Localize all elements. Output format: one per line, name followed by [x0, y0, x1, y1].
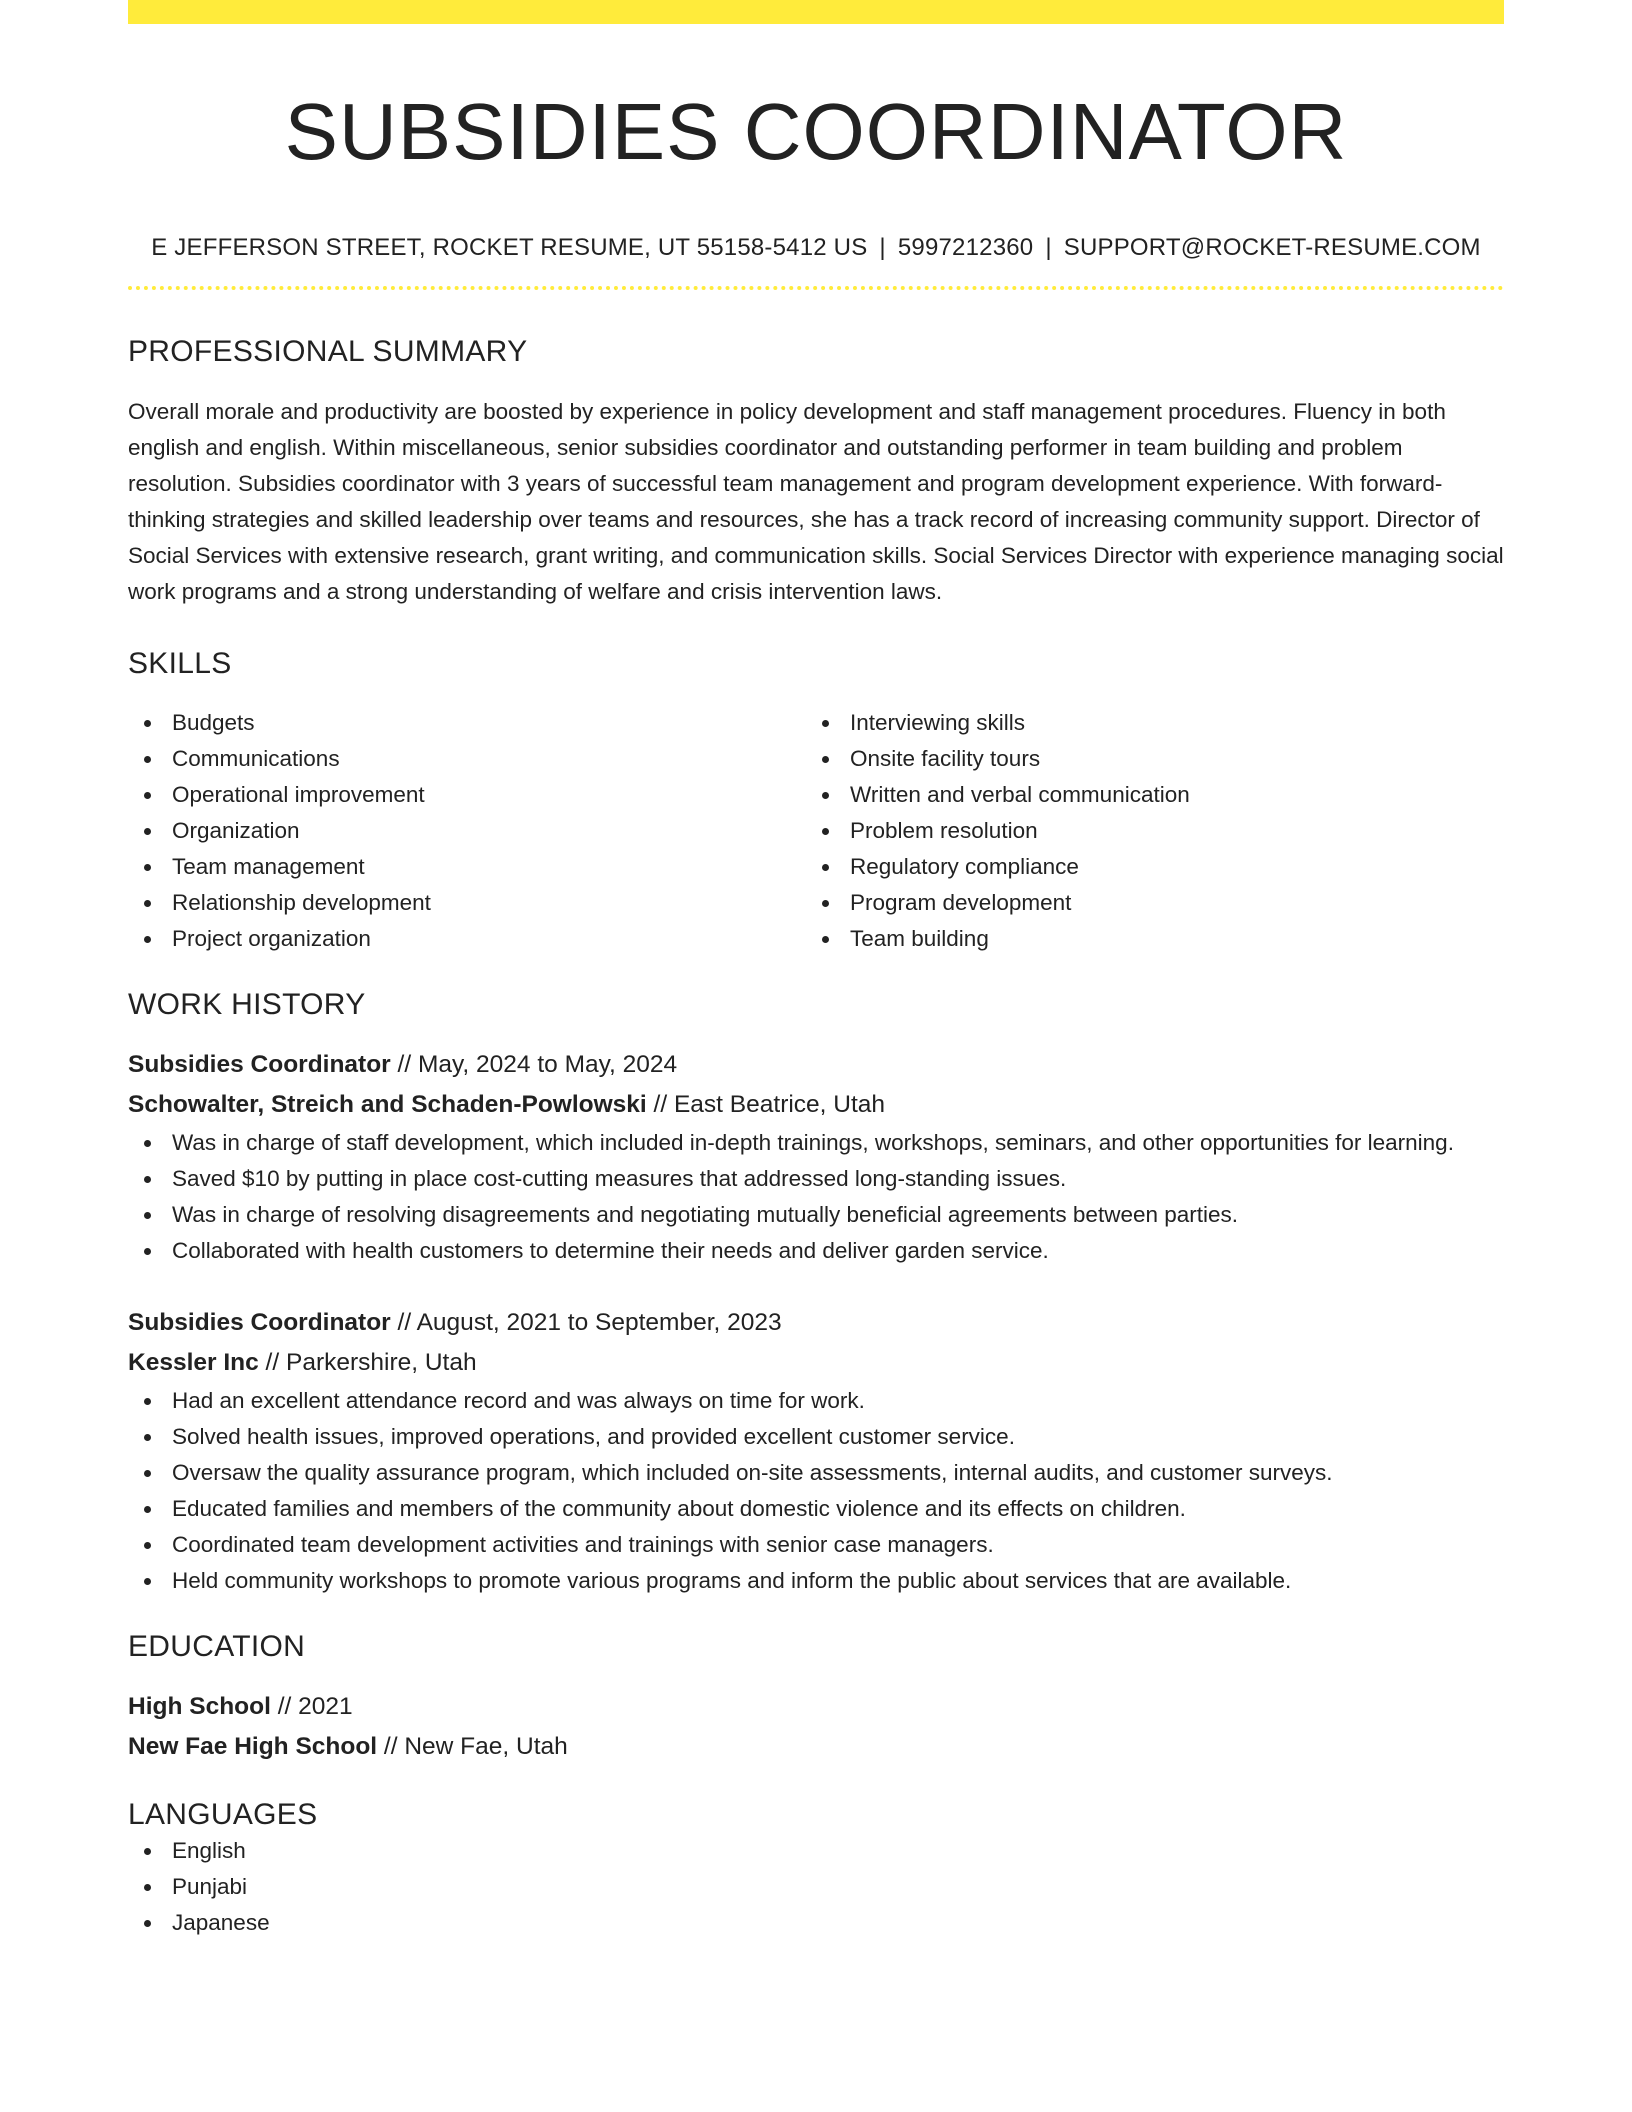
contact-email: SUPPORT@ROCKET-RESUME.COM	[1063, 234, 1481, 261]
education-entry	[128, 1687, 1504, 1767]
skill-item: Project organization	[128, 921, 806, 957]
job-location: // East Beatrice, Utah	[646, 1091, 886, 1118]
accent-bar	[128, 0, 1504, 24]
job-dates: // May, 2024 to May, 2024	[390, 1051, 678, 1078]
job-role: Subsidies Coordinator	[128, 1309, 391, 1336]
job-bullet: Oversaw the quality assurance program, which included on-site assessments, internal audits, and customer surveys.	[128, 1455, 1504, 1491]
language-item: English	[128, 1833, 1504, 1869]
job-bullet: Held community workshops to promote various programs and inform the public about services that are available.	[128, 1563, 1504, 1599]
skills-list-left	[128, 705, 806, 957]
skill-item: Communications	[128, 741, 806, 777]
skill-item: Interviewing skills	[806, 705, 1504, 741]
job-location: // Parkershire, Utah	[258, 1349, 477, 1376]
work-history-section	[128, 987, 1504, 1599]
job-company-line	[128, 1343, 1504, 1383]
education-school: New Fae High School	[128, 1733, 378, 1760]
education-year: // 2021	[270, 1693, 353, 1720]
job-company: Kessler Inc	[128, 1349, 259, 1376]
language-item: Punjabi	[128, 1869, 1504, 1905]
languages-list	[128, 1833, 1504, 1941]
resume-content	[128, 24, 1504, 1941]
summary-section	[128, 334, 1504, 610]
skill-item: Team management	[128, 849, 806, 885]
skills-list-right	[806, 705, 1504, 957]
education-degree-line	[128, 1687, 1504, 1727]
job-company: Schowalter, Streich and Schaden-Powlowski	[128, 1091, 647, 1118]
contact-separator: |	[879, 234, 886, 261]
job-bullet: Educated families and members of the community about domestic violence and its effects on children.	[128, 1491, 1504, 1527]
job-entry	[128, 1303, 1504, 1599]
candidate-title: SUBSIDIES COORDINATOR	[284, 87, 1348, 176]
job-bullet: Was in charge of resolving disagreements and negotiating mutually beneficial agreements between parties.	[128, 1197, 1504, 1233]
job-role-line	[128, 1303, 1504, 1343]
contact-phone: 5997212360	[897, 234, 1034, 261]
job-bullet-list	[128, 1125, 1504, 1269]
section-title-skills: SKILLS	[128, 647, 232, 680]
skill-item: Problem resolution	[806, 813, 1504, 849]
contact-separator: |	[1045, 234, 1052, 261]
job-bullet: Was in charge of staff development, which included in-depth trainings, workshops, seminars, and other opportunities for learning.	[128, 1125, 1504, 1161]
job-bullet-list	[128, 1383, 1504, 1599]
languages-section	[128, 1797, 1504, 1941]
contact-line	[128, 232, 1504, 264]
education-degree: High School	[128, 1693, 271, 1720]
language-item: Japanese	[128, 1905, 1504, 1941]
skill-item: Budgets	[128, 705, 806, 741]
education-location: // New Fae, Utah	[377, 1733, 568, 1760]
job-bullet: Collaborated with health customers to determine their needs and deliver garden service.	[128, 1233, 1504, 1269]
job-bullet: Solved health issues, improved operations, and provided excellent customer service.	[128, 1419, 1504, 1455]
skill-item: Regulatory compliance	[806, 849, 1504, 885]
skill-item: Written and verbal communication	[806, 777, 1504, 813]
job-bullet: Saved $10 by putting in place cost-cutting measures that addressed long-standing issues.	[128, 1161, 1504, 1197]
job-role-line	[128, 1045, 1504, 1085]
education-section	[128, 1629, 1504, 1767]
skill-item: Operational improvement	[128, 777, 806, 813]
job-role: Subsidies Coordinator	[128, 1051, 391, 1078]
skills-section	[128, 646, 1504, 957]
section-title-work: WORK HISTORY	[128, 988, 366, 1021]
skill-item: Relationship development	[128, 885, 806, 921]
skill-item: Team building	[806, 921, 1504, 957]
summary-text: Overall morale and productivity are boosted by experience in policy development and staff management procedures. Fluency in both english and english. Within miscellaneous, senior subsidies coordinator and outstanding performer in team building and problem resolution. Subsidies coordinator with 3 years of successful team management and program development experience. With forward-thinking strategies and skilled leadership over teams and resources, she has a track record of increasing community support. Director of Social Services with extensive research, grant writing, and communication skills. Social Services Director with experience managing social work programs and a strong understanding of welfare and crisis intervention laws.	[128, 399, 1504, 604]
section-title-education: EDUCATION	[128, 1630, 306, 1663]
dotted-divider	[128, 286, 1504, 290]
job-entry	[128, 1045, 1504, 1269]
contact-address: E JEFFERSON STREET, ROCKET RESUME, UT 55158-5412 US	[151, 234, 868, 261]
section-title-languages: LANGUAGES	[128, 1798, 318, 1831]
job-dates: // August, 2021 to September, 2023	[390, 1309, 782, 1336]
skill-item: Organization	[128, 813, 806, 849]
skill-item: Program development	[806, 885, 1504, 921]
job-bullet: Coordinated team development activities and trainings with senior case managers.	[128, 1527, 1504, 1563]
job-bullet: Had an excellent attendance record and was always on time for work.	[128, 1383, 1504, 1419]
job-company-line	[128, 1085, 1504, 1125]
skills-grid	[128, 705, 1504, 957]
section-title-summary: PROFESSIONAL SUMMARY	[128, 335, 528, 368]
skill-item: Onsite facility tours	[806, 741, 1504, 777]
education-school-line	[128, 1727, 1504, 1767]
